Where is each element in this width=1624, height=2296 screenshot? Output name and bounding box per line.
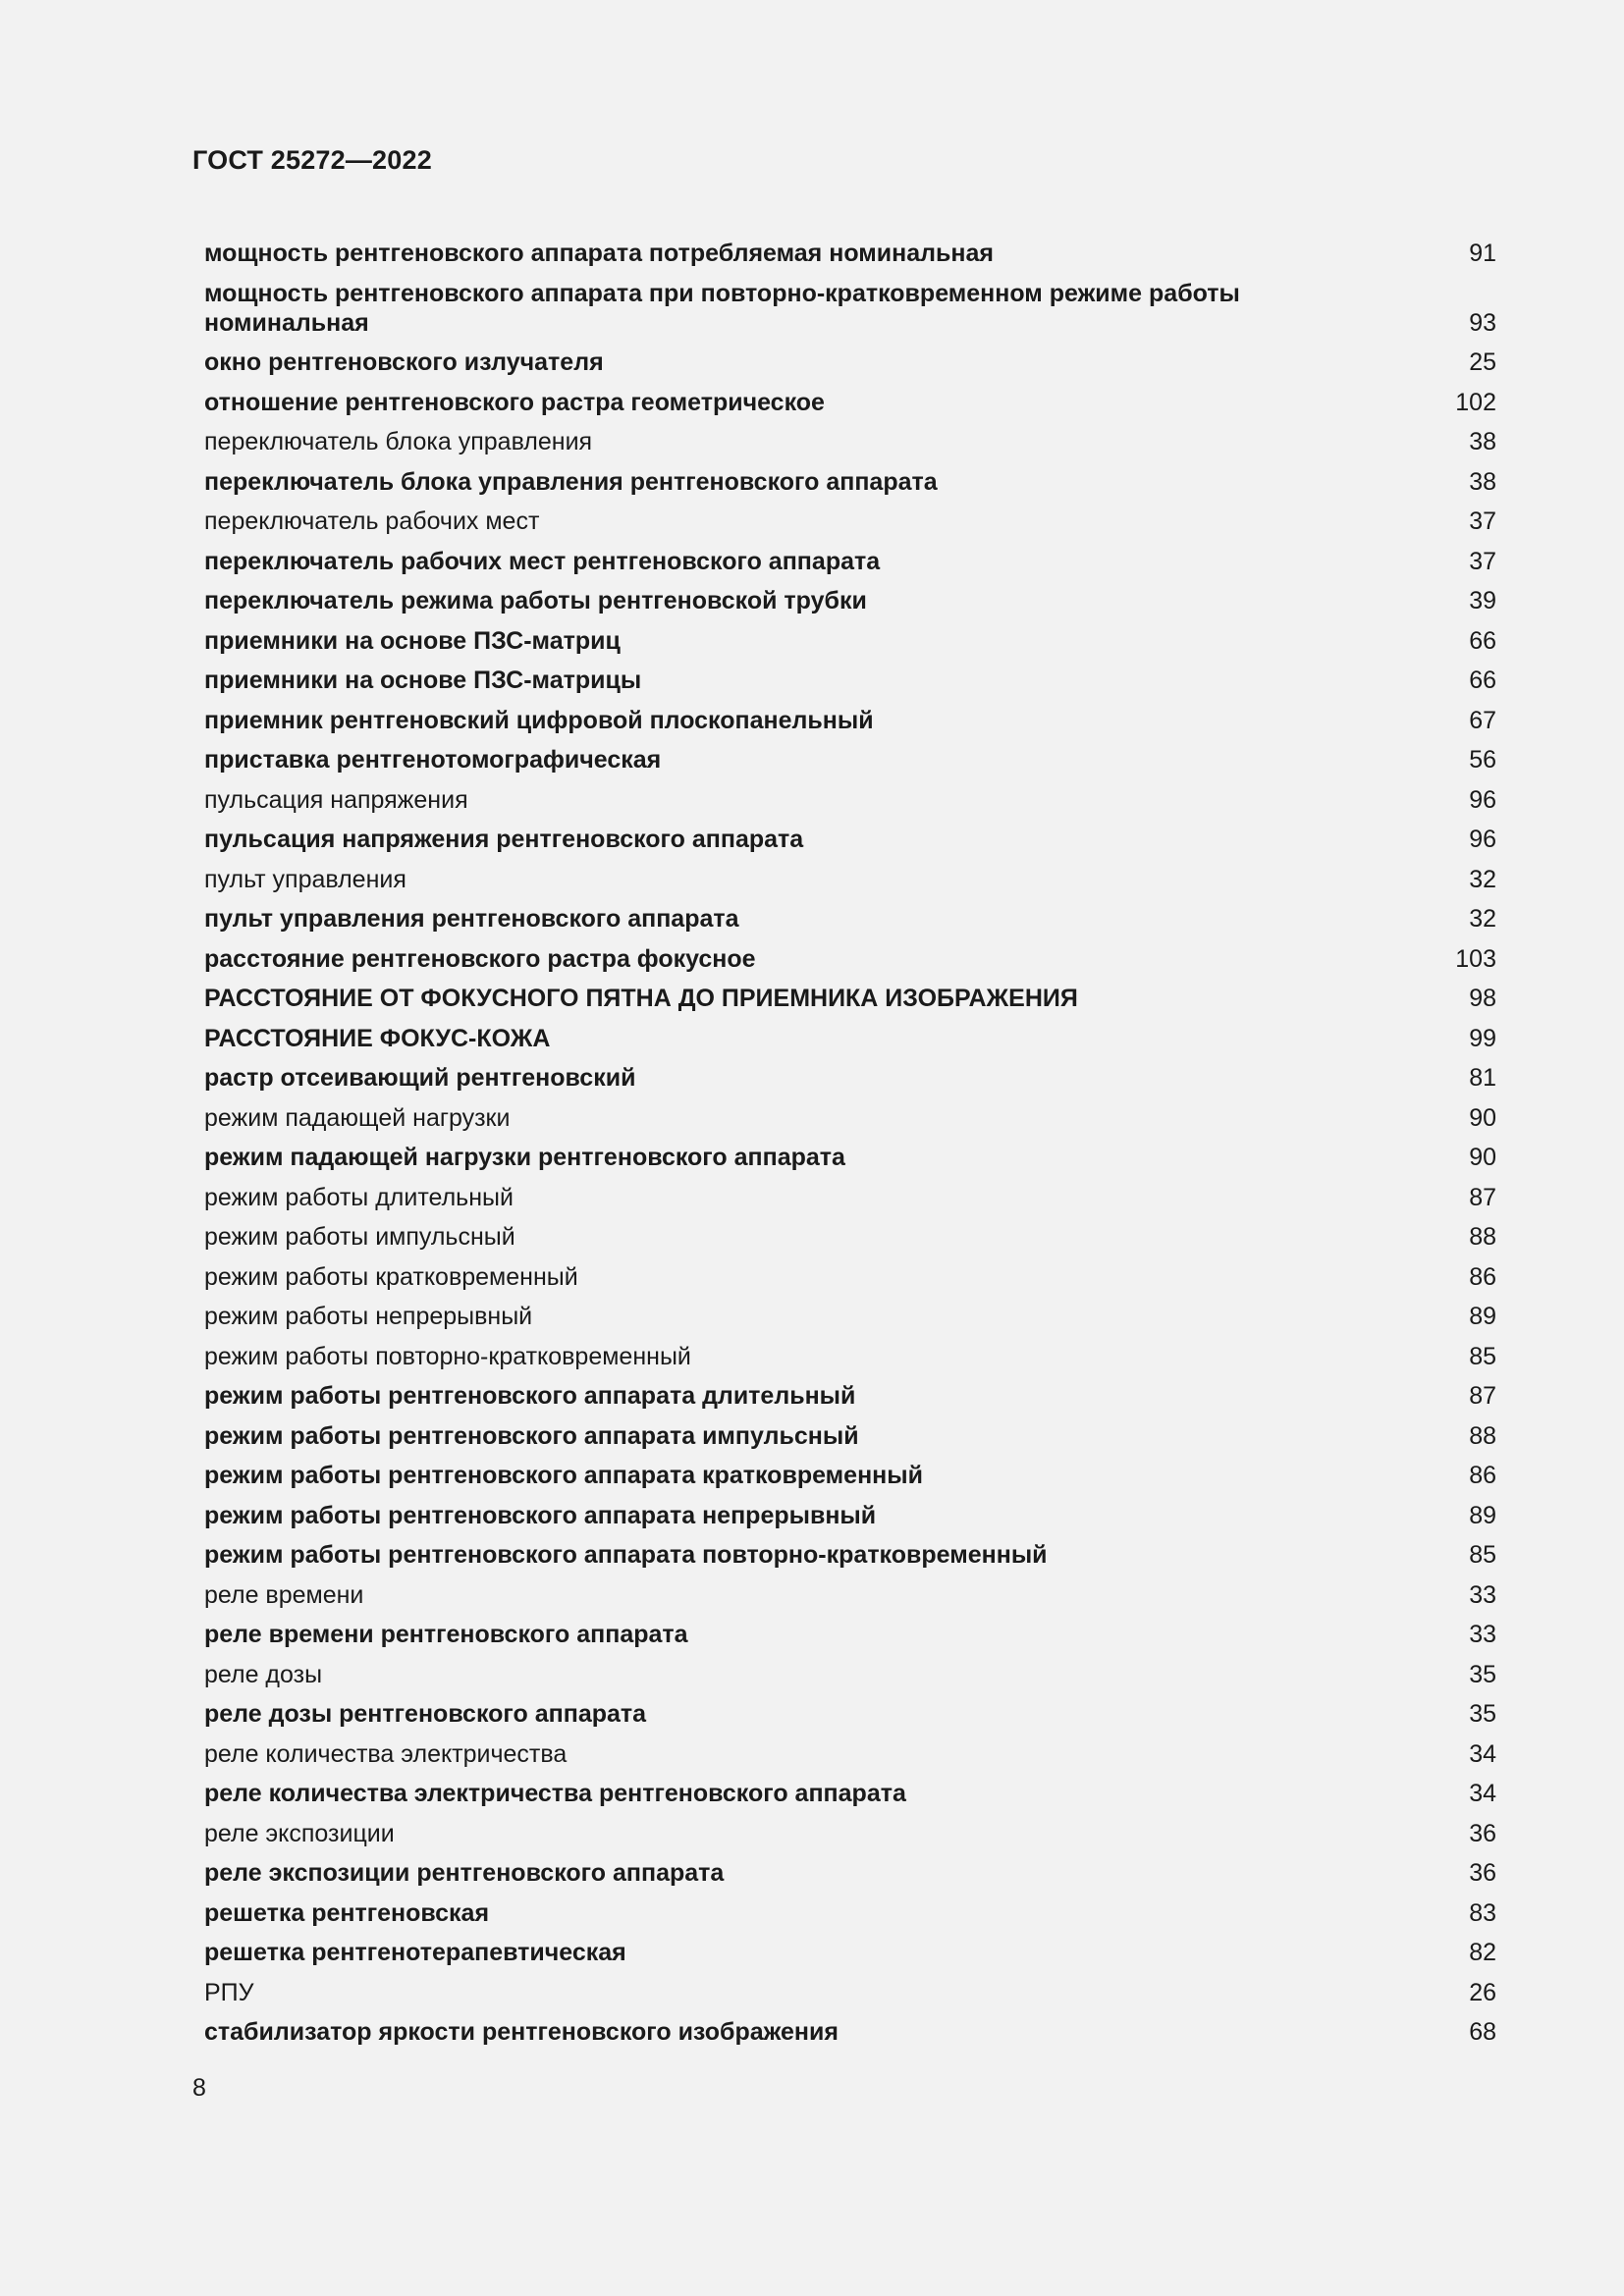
index-page-ref: 36: [1469, 1859, 1496, 1887]
index-page-ref: 34: [1469, 1739, 1496, 1768]
index-entry: [204, 1894, 1496, 1934]
index-page-ref: 81: [1469, 1064, 1496, 1092]
index-term: растр отсеивающий рентгеновский: [204, 1064, 636, 1092]
index-term: режим работы импульсный: [204, 1223, 515, 1251]
index-page-ref: 88: [1469, 1223, 1496, 1251]
index-entry: [204, 979, 1496, 1019]
index-page-ref: 35: [1469, 1700, 1496, 1728]
index-entry: [204, 1933, 1496, 1973]
index-entry: [204, 1337, 1496, 1377]
index-entry: [204, 939, 1496, 980]
index-page-ref: 86: [1469, 1262, 1496, 1291]
index-entry: [204, 1853, 1496, 1894]
index-page-ref: 32: [1469, 905, 1496, 933]
index-term: режим работы рентгеновского аппарата повторно-кратковременный: [204, 1541, 1048, 1569]
index-term: режим работы рентгеновского аппарата кратковременный: [204, 1462, 923, 1489]
index-term: реле времени рентгеновского аппарата: [204, 1621, 688, 1648]
document-header: ГОСТ 25272—2022: [192, 145, 432, 175]
index-entry: [204, 740, 1496, 780]
index-entry: [204, 343, 1496, 383]
index-entry: [204, 274, 1496, 344]
index-entry: [204, 1058, 1496, 1098]
index-page-ref: 90: [1469, 1103, 1496, 1132]
index-term: пульт управления: [204, 865, 406, 893]
index-entry: [204, 1694, 1496, 1735]
index-term: стабилизатор яркости рентгеновского изображения: [204, 2018, 839, 2046]
index-term: реле экспозиции рентгеновского аппарата: [204, 1859, 725, 1887]
index-term: пульт управления рентгеновского аппарата: [204, 905, 739, 933]
index-term: режим падающей нагрузки рентгеновского аппарата: [204, 1144, 845, 1171]
index-entry: [204, 1655, 1496, 1695]
index-entry: [204, 860, 1496, 900]
index-entry: [204, 820, 1496, 860]
index-term: пульсация напряжения рентгеновского аппарата: [204, 826, 804, 853]
index-term: отношение рентгеновского растра геометрическое: [204, 388, 825, 416]
index-term: реле дозы: [204, 1660, 323, 1688]
index-term: мощность рентгеновского аппарата потребляемая номинальная: [204, 240, 994, 267]
index-page-ref: 66: [1469, 626, 1496, 655]
index-entry: [204, 1376, 1496, 1416]
index-entry: [204, 542, 1496, 582]
index-term: решетка рентгеновская: [204, 1898, 490, 1927]
index-page-ref: 37: [1469, 507, 1496, 535]
index-entry: [204, 234, 1496, 274]
index-term: мощность рентгеновского аппарата при повторно-кратковременном режиме работы номинальная: [204, 279, 1240, 337]
index-entry: [204, 1615, 1496, 1655]
index-page-ref: 90: [1469, 1144, 1496, 1171]
index-term: режим падающей нагрузки: [204, 1103, 511, 1132]
index-term: приемник рентгеновский цифровой плоскопанельный: [204, 706, 874, 734]
index-entry: [204, 1019, 1496, 1059]
index-page-ref: 89: [1469, 1303, 1496, 1330]
index-term: режим работы рентгеновского аппарата длительный: [204, 1382, 856, 1410]
index-page-ref: 85: [1469, 1342, 1496, 1370]
index-term: решетка рентгенотерапевтическая: [204, 1939, 626, 1966]
index-entry: [204, 1496, 1496, 1536]
index-page-ref: 91: [1469, 240, 1496, 267]
index-page-ref: 99: [1469, 1024, 1496, 1052]
index-page-ref: 33: [1469, 1621, 1496, 1648]
index-page-ref: 102: [1455, 388, 1496, 416]
index-term: реле экспозиции: [204, 1819, 395, 1847]
index-term: переключатель блока управления рентгеновского аппарата: [204, 467, 938, 496]
index-page-ref: 36: [1469, 1819, 1496, 1847]
index-page-ref: 96: [1469, 826, 1496, 853]
index-page-ref: 87: [1469, 1382, 1496, 1410]
index-page-ref: 87: [1469, 1183, 1496, 1211]
index-page-ref: 86: [1469, 1462, 1496, 1489]
index-entry: [204, 1774, 1496, 1814]
index-entry: [204, 1257, 1496, 1298]
index-entry: [204, 1098, 1496, 1139]
index-term: режим работы кратковременный: [204, 1262, 578, 1291]
index-page-ref: 96: [1469, 785, 1496, 814]
index-page-ref: 38: [1469, 467, 1496, 496]
index-page-ref: 34: [1469, 1780, 1496, 1807]
index-page-ref: 98: [1469, 985, 1496, 1012]
index-entry: [204, 701, 1496, 741]
index-term: переключатель блока управления: [204, 428, 593, 455]
index-term: реле дозы рентгеновского аппарата: [204, 1700, 647, 1728]
index-entry: [204, 581, 1496, 621]
index-term: режим работы повторно-кратковременный: [204, 1342, 691, 1370]
index-term: приставка рентгенотомографическая: [204, 746, 662, 774]
index-term: переключатель рабочих мест рентгеновского аппарата: [204, 547, 881, 575]
index-term: приемники на основе ПЗС-матриц: [204, 626, 621, 655]
index-entry: [204, 661, 1496, 701]
index-term: режим работы рентгеновского аппарата непрерывный: [204, 1501, 877, 1529]
index-term: реле времени: [204, 1580, 364, 1609]
page-number: 8: [192, 2074, 206, 2102]
index-term: режим работы рентгеновского аппарата импульсный: [204, 1421, 859, 1450]
index-entry: [204, 780, 1496, 821]
index-term: реле количества электричества рентгеновского аппарата: [204, 1780, 906, 1807]
index-page-ref: 38: [1469, 428, 1496, 455]
index-entry: [204, 621, 1496, 662]
index-entry: [204, 1973, 1496, 2013]
index-page-ref: 93: [1469, 308, 1496, 337]
index-page-ref: 85: [1469, 1541, 1496, 1569]
index-page-ref: 35: [1469, 1660, 1496, 1688]
index-term: пульсация напряжения: [204, 785, 468, 814]
index-page-ref: 68: [1469, 2018, 1496, 2046]
index-term: РАССТОЯНИЕ ФОКУС-КОЖА: [204, 1024, 551, 1052]
index-term: реле количества электричества: [204, 1739, 568, 1768]
index-term: режим работы длительный: [204, 1183, 514, 1211]
index-page-ref: 56: [1469, 746, 1496, 774]
index-entry: [204, 1178, 1496, 1218]
index-entry: [204, 422, 1496, 462]
index-term: окно рентгеновского излучателя: [204, 348, 604, 376]
index-entry: [204, 1814, 1496, 1854]
index-page-ref: 32: [1469, 865, 1496, 893]
index-term: переключатель режима работы рентгеновской трубки: [204, 587, 867, 614]
index-entry: [204, 2012, 1496, 2053]
index-page-ref: 103: [1455, 944, 1496, 973]
index-term: РАССТОЯНИЕ ОТ ФОКУСНОГО ПЯТНА ДО ПРИЕМНИКА ИЗОБРАЖЕНИЯ: [204, 985, 1078, 1012]
index-entry: [204, 1217, 1496, 1257]
index-entry: [204, 1575, 1496, 1616]
index-term: расстояние рентгеновского растра фокусное: [204, 944, 756, 973]
index-page-ref: 26: [1469, 1978, 1496, 2006]
index-term: переключатель рабочих мест: [204, 507, 540, 535]
index-entry: [204, 462, 1496, 503]
index-entry: [204, 1416, 1496, 1457]
index-page-ref: 39: [1469, 587, 1496, 614]
index-term: РПУ: [204, 1978, 254, 2006]
index-page-ref: 89: [1469, 1501, 1496, 1529]
alphabetical-index: [204, 234, 1496, 2053]
index-page-ref: 25: [1469, 348, 1496, 376]
index-page-ref: 88: [1469, 1421, 1496, 1450]
index-entry: [204, 1456, 1496, 1496]
index-page-ref: 82: [1469, 1939, 1496, 1966]
index-entry: [204, 1138, 1496, 1178]
index-term: приемники на основе ПЗС-матрицы: [204, 667, 642, 694]
index-entry: [204, 383, 1496, 423]
index-page-ref: 67: [1469, 706, 1496, 734]
index-page-ref: 37: [1469, 547, 1496, 575]
index-page-ref: 33: [1469, 1580, 1496, 1609]
index-page-ref: 83: [1469, 1898, 1496, 1927]
index-entry: [204, 1735, 1496, 1775]
index-entry: [204, 502, 1496, 542]
index-entry: [204, 1297, 1496, 1337]
index-entry: [204, 1535, 1496, 1575]
index-term: режим работы непрерывный: [204, 1303, 533, 1330]
index-entry: [204, 899, 1496, 939]
index-page-ref: 66: [1469, 667, 1496, 694]
